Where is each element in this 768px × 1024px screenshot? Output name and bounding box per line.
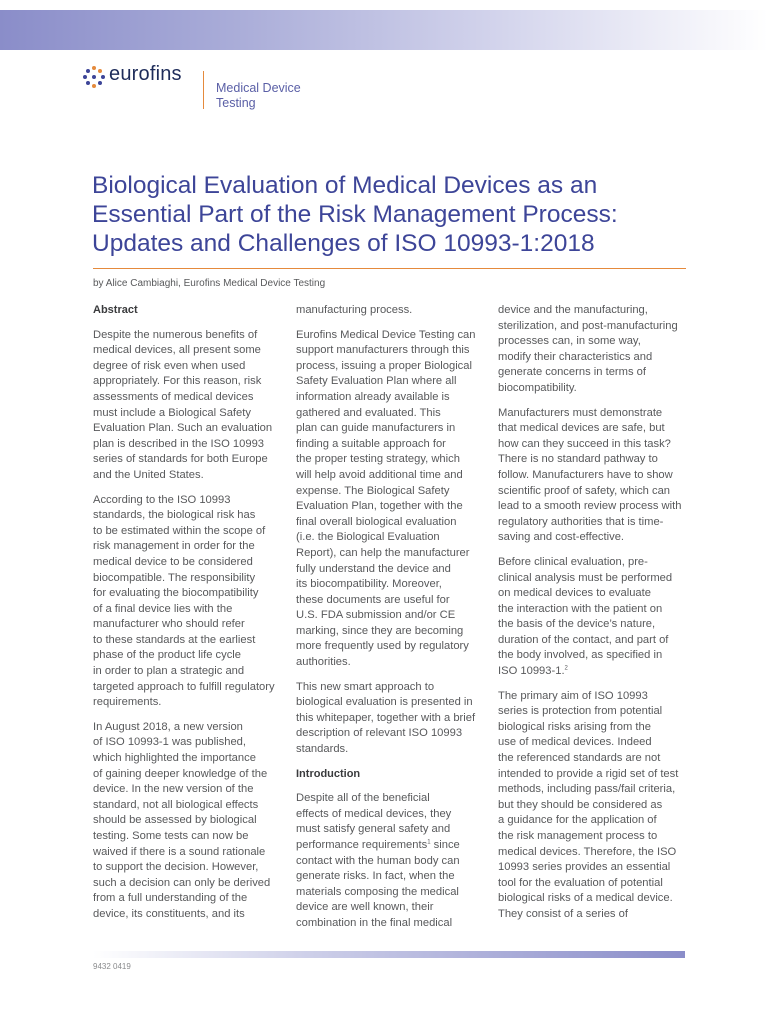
text-line: Report), can help the manufacturer — [296, 546, 470, 559]
text-line: support manufacturers through this — [296, 344, 470, 357]
text-line: combination in the final medical — [296, 916, 453, 929]
title-line-2: Essential Part of the Risk Management Process: — [92, 201, 618, 228]
logo-divider — [203, 71, 204, 109]
text-line: sterilization, and post-manufacturing — [498, 319, 678, 332]
text-line: to these standards at the earliest — [93, 633, 256, 646]
text-line: in order to plan a strategic and — [93, 665, 245, 678]
text-line: finding a suitable approach for — [296, 437, 446, 450]
text-line: They consist of a series of — [498, 907, 628, 920]
text-line: biological risks arising from the — [498, 720, 651, 733]
text-line: standards, the biological risk has — [93, 509, 256, 522]
text-line: its biocompatibility. Moreover, — [296, 578, 442, 591]
text-line: the interaction with the patient on — [498, 602, 663, 615]
column-3 — [498, 303, 690, 932]
text-line: device are well known, their — [296, 901, 434, 914]
text-line: the risk management process to — [498, 830, 658, 842]
document-title — [92, 171, 692, 258]
text-line: tool for the evaluation of potential — [498, 876, 663, 889]
text-line: The primary aim of ISO 10993 — [498, 689, 648, 702]
text-line: phase of the product life cycle — [93, 649, 242, 662]
text-line: 10993 series provides an essential — [498, 861, 671, 874]
text-line: contact with the human body can — [296, 854, 460, 867]
text-line: assessments of medical devices — [93, 390, 254, 403]
paragraph — [498, 555, 690, 680]
text-line: of a final device lies with the — [93, 602, 233, 615]
column-2 — [296, 303, 488, 941]
paragraph — [498, 303, 690, 397]
paragraph — [93, 720, 285, 923]
text-line: testing. Some tests can now be — [93, 830, 249, 842]
text-line: generate concerns in terms of — [498, 366, 646, 379]
text-line: lead to a smooth review process with — [498, 500, 682, 513]
paragraph — [296, 328, 488, 671]
text-line: the proper testing strategy, which — [296, 453, 460, 466]
text-line: intended to provide a rigid set of test — [498, 767, 679, 780]
column-1 — [93, 303, 285, 932]
text-line: modify their characteristics and — [498, 350, 653, 363]
text-line: Before clinical evaluation, pre- — [498, 555, 648, 568]
text-line: description of relevant ISO 10993 — [296, 727, 463, 740]
paragraph — [93, 493, 285, 711]
text-line: materials composing the medical — [296, 885, 459, 898]
text-line: device, its constituents, and its — [93, 907, 245, 920]
text-line: device and the manufacturing, — [498, 304, 648, 316]
text-line: manufacturer who should refer — [93, 618, 245, 631]
text-fragment: performance requirements — [296, 839, 428, 851]
text-line: such a decision can only be derived — [93, 876, 271, 889]
text-line: appropriately. For this reason, risk — [93, 375, 262, 388]
text-line: the referenced standards are not — [498, 752, 661, 765]
text-line: should be assessed by biological — [93, 814, 257, 827]
text-line: which highlighted the importance — [93, 752, 256, 765]
text-line: will help avoid additional time and — [296, 468, 463, 481]
text-line: process, issuing a proper Biological — [296, 359, 472, 372]
text-line: medical device to be considered — [93, 555, 253, 568]
text-line: generate risks. In fact, when the — [296, 870, 455, 883]
text-line: series of standards for both Europe — [93, 453, 268, 466]
text-line: This new smart approach to — [296, 680, 435, 693]
text-line: processes can, in some way, — [498, 335, 641, 348]
paragraph — [498, 689, 690, 923]
text-line: this whitepaper, together with a brief — [296, 711, 476, 724]
footnote-ref: 2 — [564, 665, 568, 672]
text-line: marking, since they are becoming — [296, 624, 464, 637]
text-line: how can they succeed in this task? — [498, 437, 671, 450]
text-line: plan can guide manufacturers in — [296, 422, 456, 435]
text-line: risk management in order for the — [93, 540, 255, 553]
text-line — [498, 664, 690, 680]
text-line: duration of the contact, and part of — [498, 633, 669, 646]
text-line: In August 2018, a new version — [93, 720, 243, 733]
text-line: series is protection from potential — [498, 705, 663, 718]
text-line: scientific proof of safety, which can — [498, 484, 671, 497]
text-line: plan is described in the ISO 10993 — [93, 437, 265, 450]
text-line: of gaining deeper knowledge of the — [93, 767, 268, 780]
text-line: methods, including pass/fail criteria, — [498, 783, 676, 796]
text-line: Despite the numerous benefits of — [93, 328, 258, 341]
text-line: expense. The Biological Safety — [296, 484, 450, 497]
text-line: Manufacturers must demonstrate — [498, 406, 663, 419]
text-line: waived if there is a sound rationale — [93, 845, 266, 858]
text-line: more frequently used by regulatory — [296, 640, 469, 653]
text-line: standards. — [296, 743, 349, 756]
text-line: There is no standard pathway to — [498, 453, 658, 466]
text-line: clinical analysis must be performed — [498, 571, 673, 584]
text-line: of ISO 10993-1 was published, — [93, 736, 246, 749]
byline: by Alice Cambiaghi, Eurofins Medical Device Testing — [93, 278, 326, 289]
text-line: (i.e. the Biological Evaluation — [296, 531, 440, 544]
footnote-ref: 1 — [427, 839, 431, 846]
title-divider — [93, 268, 686, 269]
text-line: requirements. — [93, 696, 162, 709]
text-line: U.S. FDA submission and/or CE — [296, 609, 456, 622]
text-line: these documents are useful for — [296, 593, 450, 606]
text-line: regulatory authorities that is time- — [498, 515, 664, 528]
text-line: Despite all of the beneficial — [296, 792, 430, 805]
text-line: saving and cost-effective. — [498, 531, 625, 544]
text-line: on medical devices to evaluate — [498, 587, 651, 600]
text-line: Evaluation Plan, together with the — [296, 500, 463, 513]
text-line: must satisfy general safety and — [296, 823, 451, 836]
section-heading-introduction: Introduction — [296, 767, 361, 780]
text-line: Evaluation Plan. Such an evaluation — [93, 422, 273, 435]
text-line: use of medical devices. Indeed — [498, 736, 652, 749]
text-lines — [498, 555, 690, 664]
text-line: gathered and evaluated. This — [296, 406, 441, 419]
text-line: but they should be considered as — [498, 798, 663, 811]
text-line: biological evaluation is presented in — [296, 696, 473, 709]
text-lines — [296, 854, 488, 932]
title-line-3: Updates and Challenges of ISO 10993-1:2018 — [92, 230, 595, 257]
text-line: from a full understanding of the — [93, 892, 248, 905]
text-line: for evaluating the biocompatibility — [93, 587, 259, 600]
header-gradient-band — [0, 10, 768, 50]
text-line: authorities. — [296, 656, 351, 669]
text-line: manufacturing process. — [296, 304, 413, 316]
text-line: to support the decision. However, — [93, 861, 259, 874]
text-line: device. In the new version of the — [93, 783, 254, 796]
text-line: medical devices, all present some — [93, 344, 261, 357]
text-line: biological risks of a medical device. — [498, 892, 673, 905]
division-line-1: Medical Device — [216, 81, 301, 95]
text-line: biocompatibility. — [498, 381, 577, 394]
text-line: follow. Manufacturers have to show — [498, 468, 673, 481]
paragraph — [93, 328, 285, 484]
text-line: Eurofins Medical Device Testing can — [296, 328, 476, 341]
section-heading-abstract: Abstract — [93, 304, 138, 316]
text-line: the basis of the device’s nature, — [498, 618, 656, 631]
text-line: Safety Evaluation Plan where all — [296, 375, 457, 388]
text-line: effects of medical devices, they — [296, 807, 452, 820]
paragraph — [296, 680, 488, 758]
footer-gradient-band — [93, 951, 685, 958]
text-line: biocompatible. The responsibility — [93, 571, 256, 584]
text-line — [296, 838, 488, 854]
division-line-2: Testing — [216, 96, 256, 110]
text-line: degree of risk even when used — [93, 359, 246, 372]
title-line-1: Biological Evaluation of Medical Devices as an — [92, 172, 598, 199]
text-line: must include a Biological Safety — [93, 406, 251, 419]
text-line: standard, not all biological effects — [93, 798, 259, 811]
text-fragment: ISO 10993-1. — [498, 665, 565, 678]
text-line: information already available is — [296, 390, 450, 403]
paragraph — [296, 303, 488, 319]
eurofins-dots-logo-icon — [82, 65, 106, 89]
text-line: fully understand the device and — [296, 562, 451, 575]
text-line: medical devices. Therefore, the ISO — [498, 845, 677, 858]
text-line: that medical devices are safe, but — [498, 422, 665, 435]
text-line: final overall biological evaluation — [296, 515, 457, 528]
text-line: According to the ISO 10993 — [93, 493, 231, 506]
text-fragment: since — [430, 839, 460, 851]
document-code: 9432 0419 — [93, 962, 131, 971]
paragraph — [296, 791, 488, 931]
paragraph — [498, 406, 690, 546]
text-line: the body involved, as specified in — [498, 649, 663, 662]
text-line: a guidance for the application of — [498, 814, 657, 827]
logo-wordmark: eurofins — [109, 63, 182, 85]
text-line: and the United States. — [93, 468, 204, 481]
text-line: to be estimated within the scope of — [93, 524, 266, 537]
text-line: targeted approach to fulfill regulatory — [93, 680, 275, 693]
division-name — [216, 81, 301, 111]
